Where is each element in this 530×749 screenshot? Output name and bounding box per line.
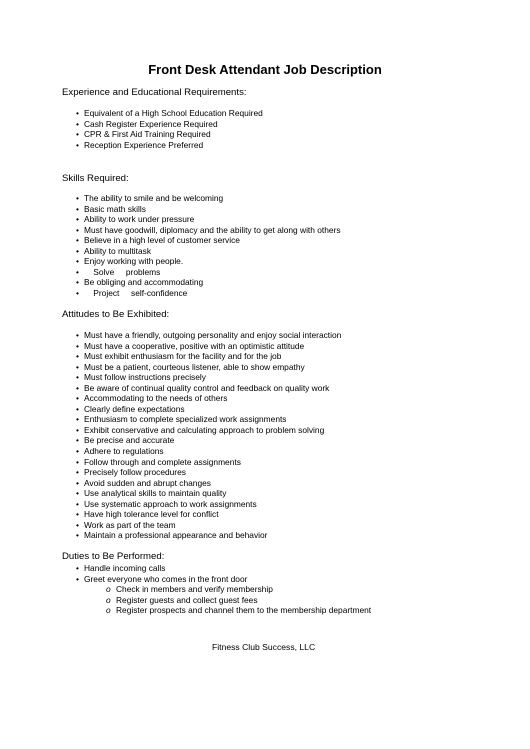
bullet-icon: • [76,235,79,246]
list-item: • CPR & First Aid Training Required [76,129,211,140]
circle-bullet-icon: o [106,605,111,615]
bullet-icon: • [76,266,79,277]
bullet-icon: • [76,118,79,129]
list-item: • Enthusiasm to complete specialized work assignments [76,414,287,425]
bullet-icon: • [76,467,79,478]
bullet-icon: • [76,435,79,446]
bullet-icon: • [76,245,79,256]
bullet-icon: • [76,403,79,414]
bullet-icon: • [76,563,79,573]
experience-list [76,108,263,150]
bullet-icon: • [76,414,79,425]
list-item: • Follow through and complete assignments [76,456,241,467]
bullet-icon: • [76,519,79,530]
list-item: • Must exhibit enthusiasm for the facility and for the job [76,351,282,362]
experience-heading: Experience and Educational Requirements: [62,87,247,98]
list-item: • Be precise and accurate [76,435,175,446]
attitudes-heading: Attitudes to Be Exhibited: [62,309,170,320]
list-item: • Must be a patient, courteous listener, able to show empathy [76,361,305,372]
skills-heading: Skills Required: [62,173,129,184]
list-item: • Clearly define expectations [76,403,185,414]
circle-bullet-icon: o [106,594,111,605]
bullet-icon: • [76,108,79,118]
list-item: • Avoid sudden and abrupt changes [76,477,211,488]
bullet-icon: • [76,498,79,509]
list-item: • Must have a cooperative, positive with an optimistic attitude [76,340,305,351]
bullet-icon: • [76,361,79,372]
list-item: • Greet everyone who comes in the front door [76,573,248,584]
bullet-icon: • [76,488,79,499]
bullet-icon: • [76,456,79,467]
sub-list-item: o Register prospects and channel them to the membership department [106,605,372,615]
bullet-icon: • [76,382,79,393]
list-item: • Must have a friendly, outgoing personality and enjoy social interaction [76,330,342,340]
bullet-icon: • [76,477,79,488]
bullet-icon: • [76,424,79,435]
footer-company: Fitness Club Success, LLC [212,642,316,652]
bullet-icon: • [76,129,79,140]
list-item: • Maintain a professional appearance and behavior [76,530,268,541]
list-item: • Believe in a high level of customer service [76,235,240,246]
skills-list [76,193,341,298]
list-item: • The ability to smile and be welcoming [76,193,224,203]
list-item: • Must have goodwill, diplomacy and the ability to get along with others [76,224,341,235]
bullet-icon: • [76,193,79,203]
circle-bullet-icon: o [106,584,111,594]
list-item: • Ability to multitask [76,245,152,256]
list-item: • Project self-confidence [76,287,188,298]
list-item: • Accommodating to the needs of others [76,393,228,404]
list-item: • Basic math skills [76,203,146,214]
list-item: • Use analytical skills to maintain quality [76,488,227,499]
list-item: • Have high tolerance level for conflict [76,509,219,520]
document-title: Front Desk Attendant Job Description [148,62,382,77]
bullet-icon: • [76,330,79,340]
duties-list [76,563,247,584]
bullet-icon: • [76,256,79,267]
bullet-icon: • [76,393,79,404]
list-item: • Solve problems [76,266,161,277]
bullet-icon: • [76,530,79,541]
bullet-icon: • [76,372,79,383]
sub-list-item: o Check in members and verify membership [106,584,273,594]
bullet-icon: • [76,139,79,150]
sub-list-item: o Register guests and collect guest fees [106,594,258,605]
list-item: • Adhere to regulations [76,446,164,457]
list-item: • Be obliging and accommodating [76,277,204,288]
list-item: • Reception Experience Preferred [76,139,204,150]
list-item: • Work as part of the team [76,519,176,530]
list-item: • Ability to work under pressure [76,214,195,225]
bullet-icon: • [76,573,79,584]
list-item: • Exhibit conservative and calculating approach to problem solving [76,424,325,435]
bullet-icon: • [76,224,79,235]
list-item: • Handle incoming calls [76,563,166,573]
bullet-icon: • [76,287,79,298]
list-item: • Equivalent of a High School Education Required [76,108,263,118]
list-item: • Must follow instructions precisely [76,372,206,383]
list-item: • Be aware of continual quality control and feedback on quality work [76,382,330,393]
bullet-icon: • [76,214,79,225]
list-item: • Enjoy working with people. [76,256,184,267]
attitudes-list [76,330,341,541]
bullet-icon: • [76,509,79,520]
duties-sublist [106,584,371,616]
list-item: • Use systematic approach to work assignments [76,498,257,509]
bullet-icon: • [76,277,79,288]
list-item: • Cash Register Experience Required [76,118,218,129]
bullet-icon: • [76,340,79,351]
duties-heading: Duties to Be Performed: [62,551,165,562]
bullet-icon: • [76,203,79,214]
bullet-icon: • [76,446,79,457]
bullet-icon: • [76,351,79,362]
list-item: • Precisely follow procedures [76,467,186,478]
